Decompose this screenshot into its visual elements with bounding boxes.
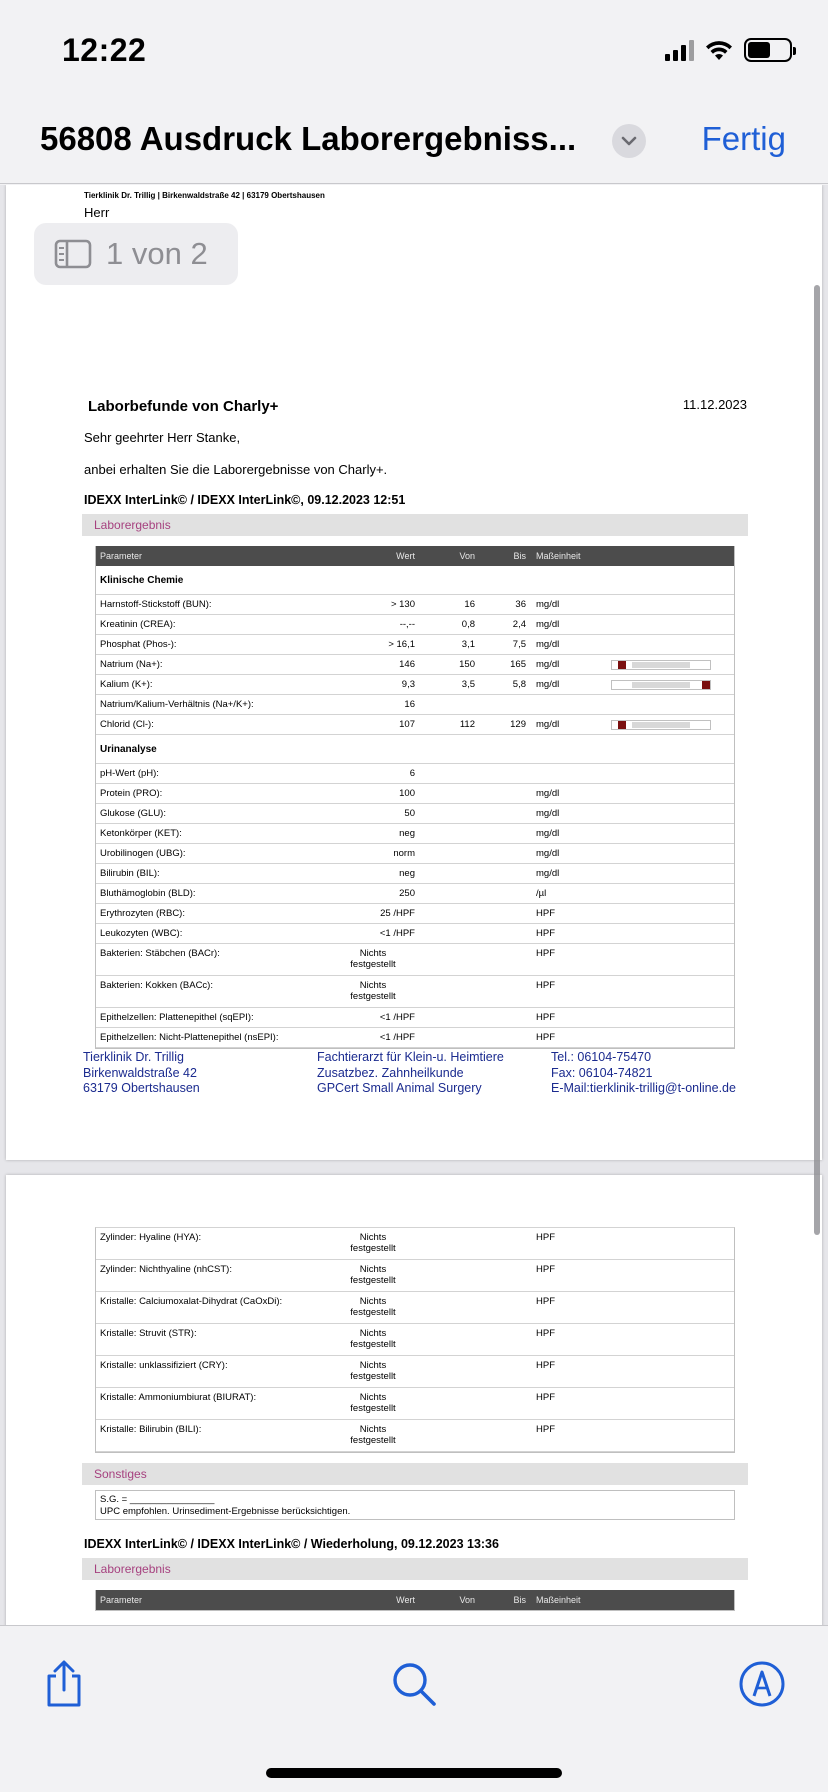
row-range-to: 129 — [510, 719, 526, 730]
header-wert: Wert — [396, 1595, 415, 1605]
status-bar — [0, 0, 828, 90]
page-indicator-label: 1 von 2 — [106, 236, 208, 271]
row-parameter: Urobilinogen (UBG): — [100, 848, 186, 859]
row-value-line: festgestellt — [350, 1243, 396, 1254]
row-value-line: Nichts — [359, 1424, 387, 1435]
range-bar — [611, 680, 711, 690]
row-value: 100 — [399, 788, 415, 799]
range-bar-normal-zone — [632, 662, 690, 668]
row-parameter: Kristalle: Bilirubin (BILI): — [100, 1424, 202, 1435]
lab-result-band: Laborergebnis — [82, 514, 748, 536]
row-unit: HPF — [536, 1012, 555, 1023]
row-parameter: Natrium (Na+): — [100, 659, 163, 670]
row-value — [331, 1232, 415, 1254]
row-parameter: Leukozyten (WBC): — [100, 928, 183, 939]
home-indicator — [266, 1768, 562, 1778]
row-parameter: pH-Wert (pH): — [100, 768, 159, 779]
section-heading-repeat: IDEXX InterLink© / IDEXX InterLink© / Wiederholung, 09.12.2023 13:36 — [84, 1537, 499, 1551]
row-unit: mg/dl — [536, 659, 560, 670]
footer-line: Tel.: 06104-75470 — [551, 1050, 652, 1064]
row-parameter: Natrium/Kalium-Verhältnis (Na+/K+): — [100, 699, 254, 710]
table-row — [96, 1292, 734, 1324]
table-row — [96, 615, 734, 635]
row-value-line: Nichts — [359, 1296, 387, 1307]
table-row — [96, 635, 734, 655]
row-value-line: festgestellt — [350, 1371, 396, 1382]
row-value: neg — [399, 828, 415, 839]
row-value — [331, 980, 415, 1002]
row-range-from: 16 — [464, 599, 475, 610]
row-value — [331, 1360, 415, 1382]
table-row — [96, 824, 734, 844]
row-value: 146 — [399, 659, 415, 670]
footer-line: Fachtierarzt für Klein-u. Heimtiere — [317, 1050, 504, 1064]
row-range-indicator — [606, 720, 716, 730]
row-unit: mg/dl — [536, 599, 560, 610]
pdf-viewer[interactable] — [0, 185, 828, 1625]
footer-line: Fax: 06104-74821 — [551, 1065, 653, 1080]
row-parameter: Phosphat (Phos-): — [100, 639, 177, 650]
title-menu-button[interactable] — [612, 124, 646, 158]
row-value-line: festgestellt — [350, 1403, 396, 1414]
status-time: 12:22 — [62, 32, 147, 68]
table-row — [96, 904, 734, 924]
chemistry-rows — [96, 595, 734, 735]
table-row — [96, 1388, 734, 1420]
table-row — [96, 804, 734, 824]
report-date: 11.12.2023 — [682, 397, 747, 412]
row-value: 107 — [399, 719, 415, 730]
table-row — [96, 1008, 734, 1028]
row-range-from: 3,1 — [461, 639, 475, 650]
urinalysis-rows-continued — [96, 1228, 734, 1452]
row-unit: mg/dl — [536, 848, 560, 859]
specific-gravity-line: S.G. = ________________ — [100, 1494, 215, 1505]
row-unit: mg/dl — [536, 719, 560, 730]
report-title: Laborbefunde von Charly+ — [88, 398, 279, 415]
row-range-indicator — [606, 680, 716, 690]
page-indicator[interactable] — [34, 223, 238, 285]
row-value-line: festgestellt — [350, 1307, 396, 1318]
lab-result-table — [95, 546, 735, 1049]
row-parameter: Kreatinin (CREA): — [100, 619, 176, 630]
row-value-line: Nichts — [359, 1328, 387, 1339]
search-icon — [391, 1661, 437, 1707]
row-range-from: 3,5 — [461, 679, 475, 690]
row-unit: mg/dl — [536, 619, 560, 630]
footer-line: E-Mail:tierklinik-trillig@t-online.de — [551, 1081, 736, 1095]
row-parameter: Epithelzellen: Plattenepithel (sqEPI): — [100, 1012, 254, 1023]
header-wert: Wert — [396, 551, 415, 561]
range-bar-marker — [618, 721, 626, 729]
row-range-to: 5,8 — [512, 679, 526, 690]
range-bar-normal-zone — [632, 722, 690, 728]
table-row — [96, 695, 734, 715]
row-value: <1 /HPF — [379, 1012, 415, 1023]
row-unit: /µl — [536, 888, 547, 899]
row-parameter: Zylinder: Hyaline (HYA): — [100, 1232, 202, 1243]
row-range-to: 165 — [510, 659, 526, 670]
row-parameter: Kristalle: Calciumoxalat-Dihydrat (CaOxDi): — [100, 1296, 283, 1307]
row-parameter: Kristalle: Ammoniumbiurat (BIURAT): — [100, 1392, 257, 1403]
intro-text: anbei erhalten Sie die Laborergebnisse von Charly+. — [84, 462, 388, 477]
row-value: 50 — [404, 808, 415, 819]
range-bar — [611, 720, 711, 730]
row-parameter: Chlorid (Cl-): — [100, 719, 154, 730]
cellular-signal-icon — [665, 39, 694, 61]
row-value-line: Nichts — [359, 1232, 387, 1243]
table-row — [96, 944, 734, 976]
table-row — [96, 715, 734, 735]
row-parameter: Erythrozyten (RBC): — [100, 908, 185, 919]
header-von: Von — [459, 1595, 475, 1605]
footer-line: Birkenwaldstraße 42 — [83, 1065, 197, 1080]
row-range-to: 2,4 — [512, 619, 526, 630]
row-parameter: Bluthämoglobin (BLD): — [100, 888, 196, 899]
row-range-to: 36 — [515, 599, 526, 610]
table-row — [96, 976, 734, 1008]
chevron-down-icon — [621, 136, 637, 146]
row-value-line: festgestellt — [350, 959, 396, 970]
row-unit: mg/dl — [536, 639, 560, 650]
row-range-from: 150 — [459, 659, 475, 670]
table-row — [96, 1324, 734, 1356]
row-unit: HPF — [536, 980, 555, 991]
lab-result-table-2 — [95, 1590, 735, 1611]
row-value — [331, 1392, 415, 1414]
row-unit: mg/dl — [536, 868, 560, 879]
row-value-line: Nichts — [359, 948, 387, 959]
row-value: 9,3 — [401, 679, 415, 690]
range-bar-marker — [618, 661, 626, 669]
row-parameter: Kristalle: unklassifiziert (CRY): — [100, 1360, 228, 1371]
header-von: Von — [459, 551, 475, 561]
footer-line: GPCert Small Animal Surgery — [317, 1081, 482, 1095]
row-range-indicator — [606, 660, 716, 670]
header-bis: Bis — [513, 551, 526, 561]
table-row — [96, 1028, 734, 1048]
recommendation-line: UPC empfohlen. Urinsediment-Ergebnisse berücksichtigen. — [100, 1506, 351, 1517]
range-bar-normal-zone — [632, 682, 690, 688]
recipient-salutation: Herr — [84, 205, 110, 220]
row-value — [331, 1328, 415, 1350]
pdf-page-1 — [6, 185, 822, 1160]
table-row — [96, 1420, 734, 1452]
row-value-line: Nichts — [359, 1360, 387, 1371]
sidebar-thumbnails-icon — [54, 239, 92, 269]
footer-line: Tierklinik Dr. Trillig — [83, 1050, 184, 1064]
row-unit: HPF — [536, 1032, 555, 1043]
section-heading: IDEXX InterLink© / IDEXX InterLink©, 09.12.2023 12:51 — [84, 493, 406, 507]
row-unit: mg/dl — [536, 679, 560, 690]
subheader-urinalysis: Urinanalyse — [96, 735, 734, 764]
header-param: Parameter — [100, 1595, 143, 1605]
row-unit: mg/dl — [536, 788, 560, 799]
done-button[interactable]: Fertig — [701, 120, 786, 157]
share-icon — [42, 1659, 86, 1709]
header-unit: Maßeinheit — [536, 1595, 581, 1605]
table-header-2 — [96, 1590, 734, 1610]
table-row — [96, 1260, 734, 1292]
row-parameter: Harnstoff-Stickstoff (BUN): — [100, 599, 212, 610]
scrollbar[interactable] — [814, 285, 820, 1235]
row-unit: HPF — [536, 1264, 555, 1275]
header-unit: Maßeinheit — [536, 551, 581, 561]
footer-line: 63179 Obertshausen — [83, 1081, 200, 1095]
row-unit: HPF — [536, 1360, 555, 1371]
table-row — [96, 675, 734, 695]
subheader-chemistry: Klinische Chemie — [96, 566, 734, 595]
document-title[interactable]: 56808 Ausdruck Laborergebniss... — [40, 120, 577, 157]
battery-icon — [744, 38, 792, 62]
row-value: norm — [393, 848, 415, 859]
row-value-line: Nichts — [359, 1392, 387, 1403]
bottom-toolbar — [0, 1625, 828, 1792]
header-bis: Bis — [513, 1595, 526, 1605]
urinalysis-rows — [96, 764, 734, 1048]
row-unit: mg/dl — [536, 808, 560, 819]
wifi-icon — [704, 39, 734, 61]
row-unit: HPF — [536, 1328, 555, 1339]
range-bar-marker — [702, 681, 710, 689]
markup-button[interactable] — [734, 1656, 790, 1712]
row-value: <1 /HPF — [379, 928, 415, 939]
table-row — [96, 595, 734, 615]
row-unit: HPF — [536, 1424, 555, 1435]
row-unit: HPF — [536, 1232, 555, 1243]
row-value: neg — [399, 868, 415, 879]
row-parameter: Kristalle: Struvit (STR): — [100, 1328, 197, 1339]
row-value: > 130 — [390, 599, 415, 610]
range-bar — [611, 660, 711, 670]
lab-result-table-continued — [95, 1227, 735, 1453]
row-range-from: 112 — [459, 719, 475, 730]
footer-line: Zusatzbez. Zahnheilkunde — [317, 1065, 464, 1080]
row-value: 6 — [409, 768, 415, 779]
row-parameter: Glukose (GLU): — [100, 808, 166, 819]
row-value: > 16,1 — [388, 639, 415, 650]
row-parameter: Bilirubin (BIL): — [100, 868, 160, 879]
header-param: Parameter — [100, 551, 143, 561]
table-row — [96, 844, 734, 864]
row-value — [331, 1424, 415, 1446]
table-header — [96, 546, 734, 566]
table-row — [96, 1228, 734, 1260]
footer-clinic — [83, 1050, 200, 1097]
footer-qualifications — [317, 1050, 504, 1097]
table-row — [96, 864, 734, 884]
row-value-line: festgestellt — [350, 1339, 396, 1350]
footer-contact — [551, 1050, 736, 1097]
pdf-page-2 — [6, 1175, 822, 1625]
row-value: 25 /HPF — [380, 908, 415, 919]
row-value: --,-- — [399, 619, 415, 630]
row-value-line: festgestellt — [350, 991, 396, 1002]
row-unit: mg/dl — [536, 828, 560, 839]
row-value-line: Nichts — [359, 1264, 387, 1275]
row-value — [331, 1264, 415, 1286]
lab-result-band-2: Laborergebnis — [82, 1558, 748, 1580]
status-icons — [665, 38, 792, 62]
row-parameter: Kalium (K+): — [100, 679, 153, 690]
row-parameter: Ketonkörper (KET): — [100, 828, 182, 839]
markup-icon — [738, 1660, 786, 1708]
row-value-line: festgestellt — [350, 1275, 396, 1286]
row-parameter: Protein (PRO): — [100, 788, 163, 799]
row-parameter: Zylinder: Nichthyaline (nhCST): — [100, 1264, 232, 1275]
row-unit: HPF — [536, 908, 555, 919]
row-range-to: 7,5 — [512, 639, 526, 650]
row-value: 16 — [404, 699, 415, 710]
table-row — [96, 655, 734, 675]
table-row — [96, 924, 734, 944]
table-row — [96, 764, 734, 784]
table-row — [96, 784, 734, 804]
row-unit: HPF — [536, 928, 555, 939]
row-value — [331, 948, 415, 970]
sender-line: Tierklinik Dr. Trillig | Birkenwaldstraße 42 | 63179 Obertshausen — [84, 191, 325, 200]
share-button[interactable] — [36, 1656, 92, 1712]
table-row — [96, 884, 734, 904]
table-row — [96, 1356, 734, 1388]
row-parameter: Bakterien: Kokken (BACc): — [100, 980, 213, 991]
other-band: Sonstiges — [82, 1463, 748, 1485]
greeting: Sehr geehrter Herr Stanke, — [84, 430, 241, 445]
row-value-line: festgestellt — [350, 1435, 396, 1446]
row-unit: HPF — [536, 1296, 555, 1307]
row-value: <1 /HPF — [379, 1032, 415, 1043]
row-parameter: Epithelzellen: Nicht-Plattenepithel (nsEPI): — [100, 1032, 279, 1043]
other-notes — [95, 1490, 735, 1520]
row-parameter: Bakterien: Stäbchen (BACr): — [100, 948, 220, 959]
row-value — [331, 1296, 415, 1318]
row-unit: HPF — [536, 1392, 555, 1403]
row-value-line: Nichts — [359, 980, 387, 991]
row-range-from: 0,8 — [461, 619, 475, 630]
row-unit: HPF — [536, 948, 555, 959]
search-button[interactable] — [386, 1656, 442, 1712]
navigation-bar — [0, 90, 828, 184]
row-value: 250 — [399, 888, 415, 899]
